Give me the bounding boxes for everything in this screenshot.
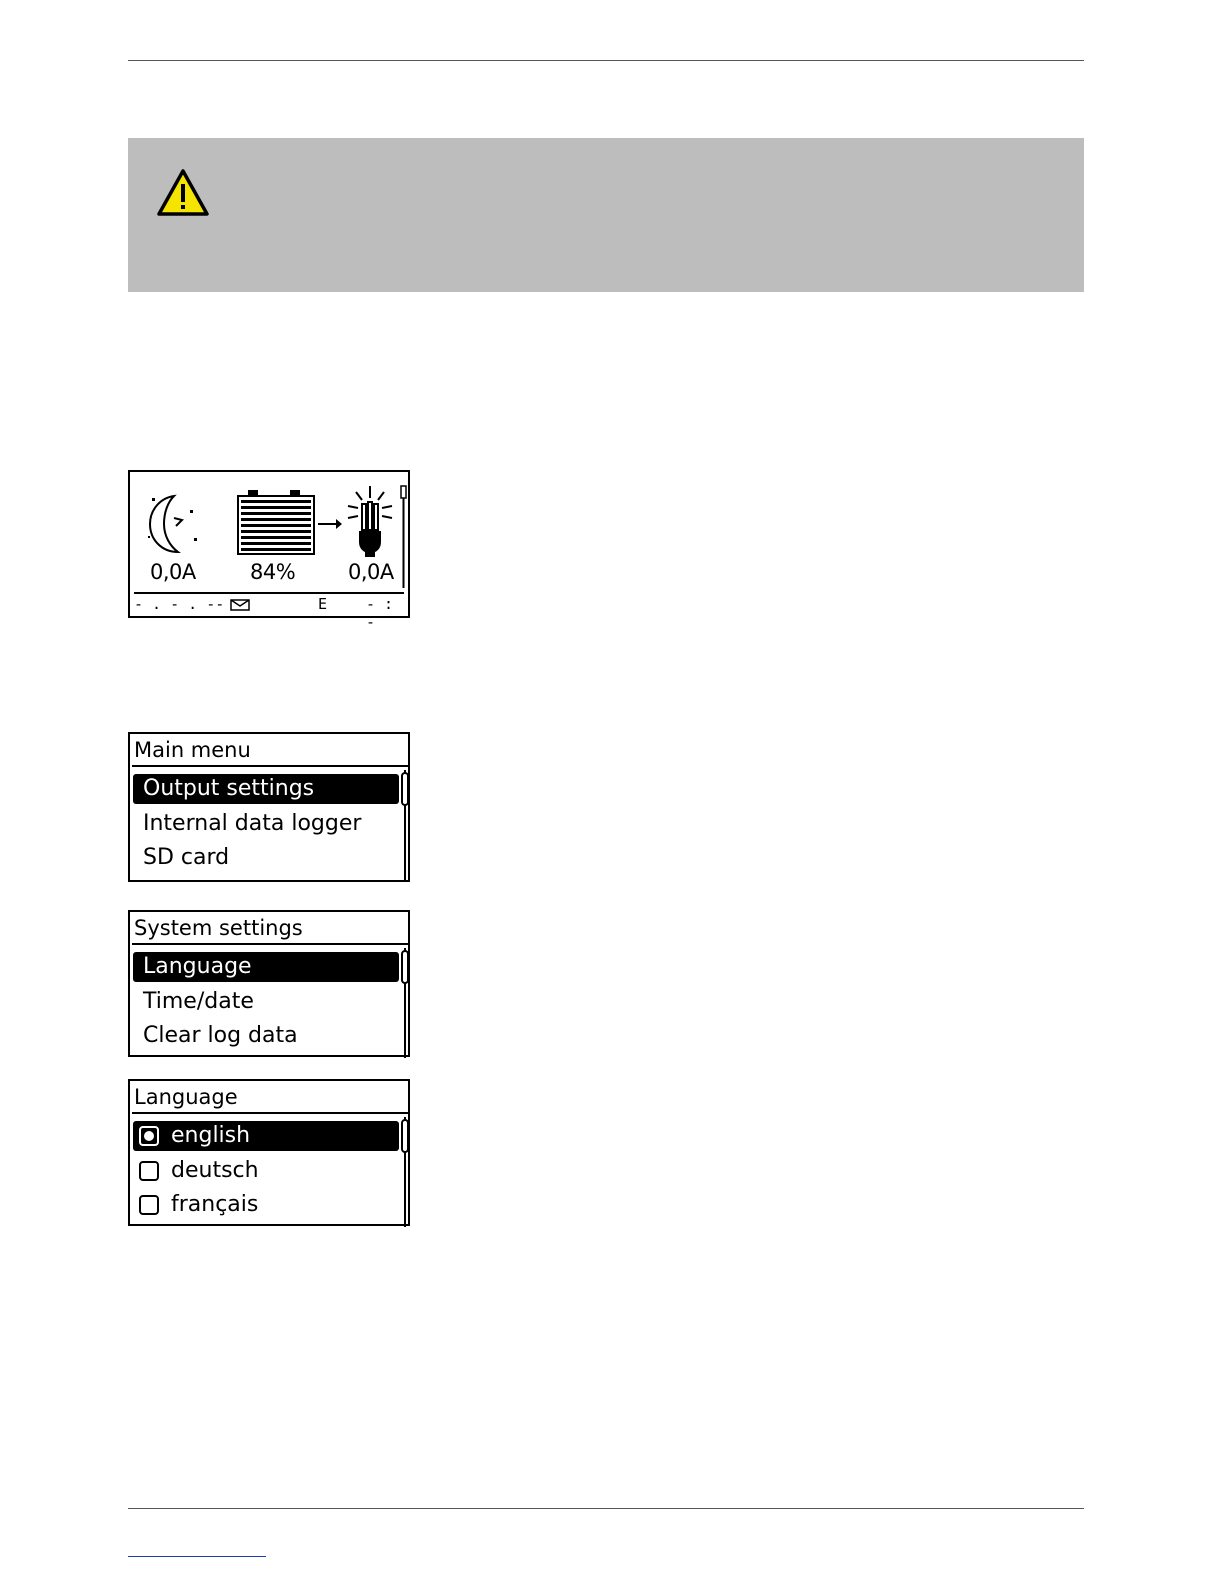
scrollbar-thumb[interactable] <box>401 950 409 984</box>
language-option-label: english <box>171 1123 251 1148</box>
main-menu-screen <box>128 732 410 882</box>
bulb-icon <box>348 486 392 556</box>
language-option-label: deutsch <box>171 1158 259 1183</box>
star-icons <box>148 498 197 541</box>
load-current-value: 0,0A <box>348 560 394 584</box>
menu-item-output-settings[interactable]: Output settings <box>133 774 399 804</box>
status-screen <box>128 470 410 631</box>
title-divider <box>132 765 408 767</box>
footer-rule <box>128 1508 1084 1509</box>
scrollbar-thumb[interactable] <box>401 1119 409 1153</box>
language-option-deutsch[interactable] <box>133 1156 399 1186</box>
main-menu-title: Main menu <box>134 738 251 762</box>
warning-icon <box>156 168 210 218</box>
menu-item-clear-log-data[interactable]: Clear log data <box>143 1023 298 1048</box>
warning-box <box>128 138 1084 292</box>
system-settings-title: System settings <box>134 916 303 940</box>
time-readout: - : - <box>366 595 394 631</box>
battery-soc-value: 84% <box>250 560 296 584</box>
radio-checked-icon <box>139 1126 159 1146</box>
header-rule <box>128 60 1084 61</box>
language-option-label: français <box>171 1192 259 1217</box>
menu-item-internal-data-logger[interactable]: Internal data logger <box>143 811 362 836</box>
status-scroll-indicator <box>401 486 406 588</box>
menu-item-sd-card[interactable]: SD card <box>143 845 230 870</box>
solar-current-value: 0,0A <box>150 560 196 584</box>
status-divider <box>134 592 404 594</box>
system-settings-screen <box>128 910 410 1057</box>
mode-indicator: E <box>318 595 328 613</box>
title-divider <box>132 1112 408 1114</box>
radio-unchecked-icon <box>139 1195 159 1215</box>
language-option-english[interactable] <box>133 1121 399 1151</box>
language-option-francais[interactable] <box>133 1190 399 1220</box>
menu-item-time-date[interactable]: Time/date <box>143 989 254 1014</box>
date-readout: - . - . -- <box>134 595 225 613</box>
battery-icon <box>238 490 314 554</box>
radio-unchecked-icon <box>139 1161 159 1181</box>
moon-icon <box>150 496 182 552</box>
language-title: Language <box>134 1085 238 1109</box>
arrow-icon <box>318 519 342 529</box>
mail-icon <box>230 599 250 611</box>
footer-link-underline[interactable] <box>128 1556 266 1557</box>
menu-item-language[interactable]: Language <box>133 952 399 982</box>
language-screen <box>128 1079 410 1226</box>
scrollbar-thumb[interactable] <box>401 772 409 806</box>
title-divider <box>132 943 408 945</box>
